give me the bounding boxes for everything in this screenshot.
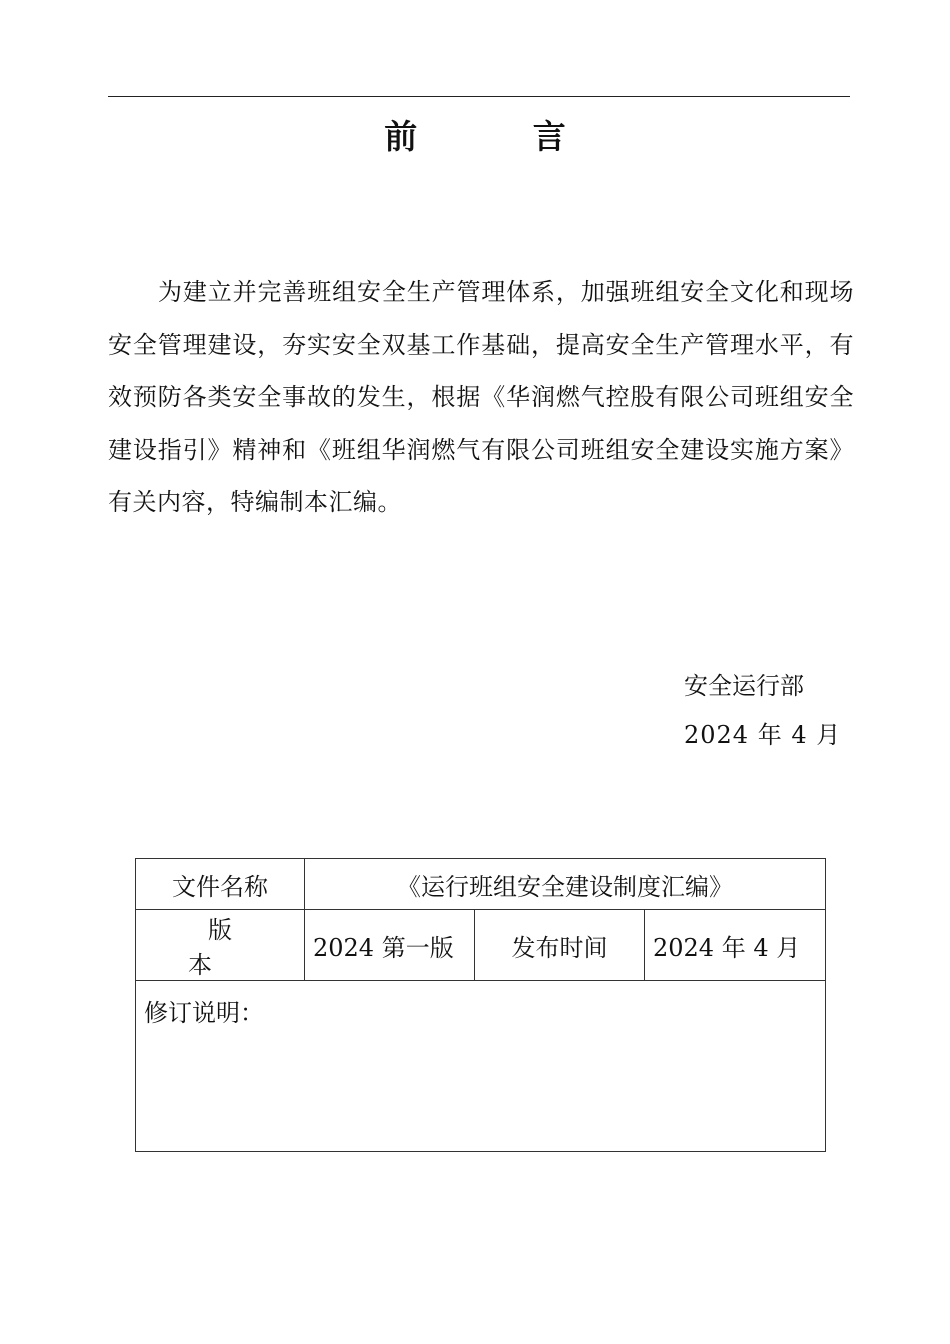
revision-row [136, 981, 826, 1152]
release-time-label: 发布时间 [475, 910, 645, 981]
version-label: 版本 [136, 910, 305, 981]
revision-notes-label: 修订说明： [136, 981, 826, 1152]
document-info-table [135, 858, 826, 1152]
release-time-value: 2024 年 4 月 [645, 910, 826, 981]
top-rule [108, 96, 850, 97]
version-row [136, 910, 826, 981]
file-name-row [136, 859, 826, 910]
file-name-value: 《运行班组安全建设制度汇编》 [305, 859, 826, 910]
file-name-label: 文件名称 [136, 859, 305, 910]
page-title: 前 言 [384, 117, 618, 156]
signature-date: 2024 年 4 月 [684, 721, 842, 749]
version-value: 2024 第一版 [305, 910, 475, 981]
signature-department: 安全运行部 [684, 672, 804, 700]
preface-paragraph: 为建立并完善班组安全生产管理体系，加强班组安全文化和现场安全管理建设，夯实安全双基工作基础，提高安全生产管理水平，有效预防各类安全事故的发生，根据《华润燃气控股有限公司班组安全建设指引》精神和《班组华润燃气有限公司班组安全建设实施方案》有关内容，特编制本汇编。 [108, 278, 854, 516]
